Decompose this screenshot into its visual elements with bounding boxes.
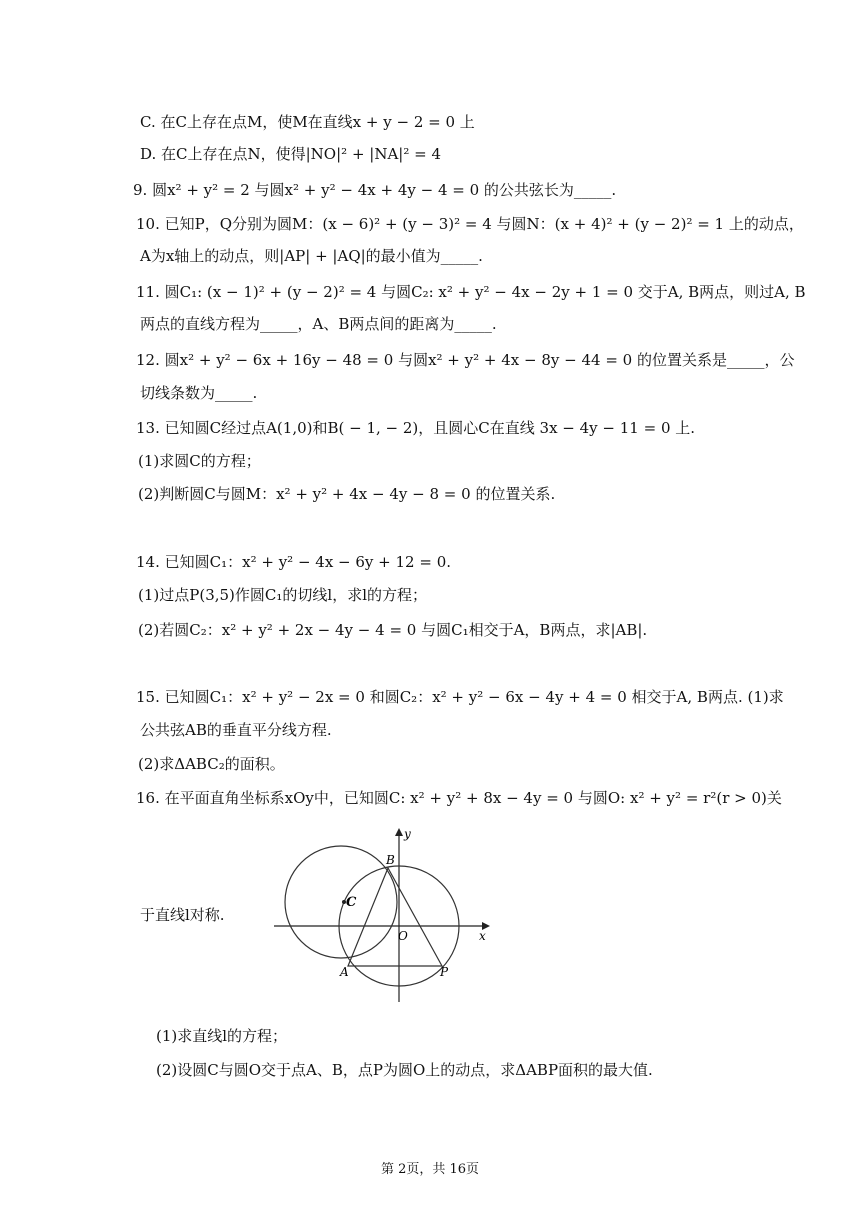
text-line: 13. 已知圆C经过点A(1,0)和B( − 1, − 2)，且圆心C在直线 3x − 4y − 11 = 0 上. xyxy=(136,419,696,437)
text-line: (2)判断圆C与圆M：x² + y² + 4x − 4y − 8 = 0 的位置关系. xyxy=(138,485,556,503)
text-line: 12. 圆x² + y² − 6x + 16y − 48 = 0 与圆x² + y² + 4x − 8y − 44 = 0 的位置关系是_____，公 xyxy=(136,351,795,369)
text-line: 公共弦AB的垂直平分线方程. xyxy=(140,721,332,739)
label-o: O xyxy=(398,929,408,943)
geometry-figure xyxy=(268,826,490,1002)
text-line: (2)设圆C与圆O交于点A、B，点P为圆O上的动点，求ΔABP面积的最大值. xyxy=(156,1061,653,1079)
text-line: 切线条数为_____. xyxy=(140,384,258,402)
text-line: 10. 已知P，Q分别为圆M：(x − 6)² + (y − 3)² = 4 与圆N：(x + 4)² + (y − 2)² = 1 上的动点， xyxy=(136,215,804,233)
text-line: 15. 已知圆C₁：x² + y² − 2x = 0 和圆C₂：x² + y² − 6x − 4y + 4 = 0 相交于A, B两点. (1)求 xyxy=(136,688,784,706)
text-line: 两点的直线方程为_____，A、B两点间的距离为_____. xyxy=(140,315,497,333)
text-line: A为x轴上的动点，则|AP| + |AQ|的最小值为_____. xyxy=(140,247,483,265)
text-line: (2)求ΔABC₂的面积。 xyxy=(138,755,285,773)
text-line: C. 在C上存在点M，使M在直线x + y − 2 = 0 上 xyxy=(140,113,475,131)
text-line: 11. 圆C₁: (x − 1)² + (y − 2)² = 4 与圆C₂: x² + y² − 4x − 2y + 1 = 0 交于A, B两点，则过A, B xyxy=(136,283,806,301)
text-line: 16. 在平面直角坐标系xOy中，已知圆C: x² + y² + 8x − 4y = 0 与圆O: x² + y² = r²(r > 0)关 xyxy=(136,789,782,807)
label-c: C xyxy=(346,895,357,910)
text-line: 于直线l对称. xyxy=(140,906,225,924)
label-x: x xyxy=(479,929,486,943)
text-line: (1)求圆C的方程； xyxy=(138,452,261,470)
label-p: P xyxy=(440,965,449,979)
page-footer: 第 2页，共 16页 xyxy=(380,1162,480,1177)
text-line: 14. 已知圆C₁：x² + y² − 4x − 6y + 12 = 0. xyxy=(136,553,452,571)
text-line: (1)过点P(3,5)作圆C₁的切线l，求l的方程； xyxy=(138,586,427,604)
text-line: (1)求直线l的方程； xyxy=(156,1027,288,1045)
label-b: B xyxy=(386,853,395,867)
label-a: A xyxy=(340,965,349,979)
label-y: y xyxy=(404,827,411,841)
text-line: 9. 圆x² + y² = 2 与圆x² + y² − 4x + 4y − 4 = 0 的公共弦长为_____. xyxy=(133,181,617,199)
text-line: D. 在C上存在点N，使得|NO|² + |NA|² = 4 xyxy=(140,145,442,163)
y-axis-arrow xyxy=(395,828,403,836)
text-line: (2)若圆C₂：x² + y² + 2x − 4y − 4 = 0 与圆C₁相交于A，B两点，求|AB|. xyxy=(138,621,648,639)
circles-diagram xyxy=(268,826,490,1002)
